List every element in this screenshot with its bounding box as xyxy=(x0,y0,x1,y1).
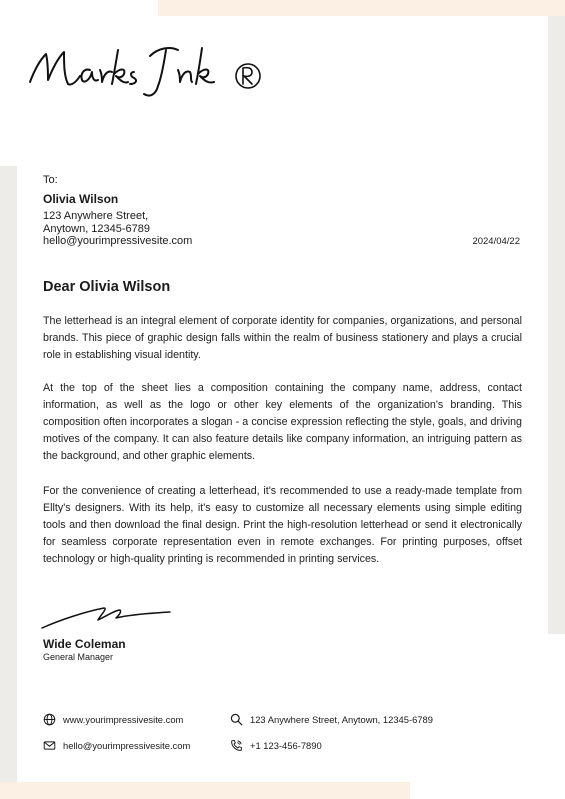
globe-icon xyxy=(43,713,56,726)
footer-phone-text: +1 123-456-7890 xyxy=(250,740,322,751)
body-paragraph: At the top of the sheet lies a composition containing the company name, address, contact information, as well as the logo or other key elements of the organization's branding. This composition often incorporates a slogan - a concise expression reflecting the style, goals, and driving motives of the company. It can also feature details like company information, an intriguing pattern as the background, and other graphic elements. xyxy=(43,382,522,462)
footer-website xyxy=(43,713,183,726)
recipient-address-line1: 123 Anywhere Street, xyxy=(43,210,149,222)
recipient-name: Olivia Wilson xyxy=(43,192,119,206)
signer-title: General Manager xyxy=(43,652,114,662)
decor-band-top xyxy=(158,0,565,16)
decor-band-right xyxy=(548,16,565,634)
footer-email xyxy=(43,739,190,752)
handwritten-signature xyxy=(40,602,172,632)
footer-email-text: hello@yourimpressivesite.com xyxy=(63,740,191,751)
letter-greeting: Dear Olivia Wilson xyxy=(43,279,171,295)
company-logo xyxy=(26,36,276,106)
signer-name: Wide Coleman xyxy=(43,637,126,651)
search-icon xyxy=(230,713,243,726)
decor-band-bottom xyxy=(0,782,410,799)
footer-address xyxy=(230,713,433,726)
letter-date: 2024/04/22 xyxy=(472,236,520,247)
to-label: To: xyxy=(43,174,58,186)
footer-address-text: 123 Anywhere Street, Anytown, 12345-6789 xyxy=(250,714,433,725)
footer-phone xyxy=(230,739,322,752)
recipient-email: hello@yourimpressivesite.com xyxy=(43,235,193,247)
phone-icon xyxy=(230,739,243,752)
body-paragraph: The letterhead is an integral element of corporate identity for companies, organizations, and personal brands. This piece of graphic design falls within the realm of business stationery and plays a crucial role in establishing visual identity. xyxy=(43,315,522,361)
body-paragraph: For the convenience of creating a letterhead, it's recommended to use a ready-made template from Ellty's designers. With its help, it's easy to customize all necessary elements using simple editing tools and then download the final design. Print the high-resolution letterhead or send it electronically for seamless corporate representation even in remote exchanges. For printing purposes, offset technology or high-quality printing is recommended in printing services. xyxy=(43,485,522,565)
mail-icon xyxy=(43,739,56,752)
recipient-address-line2: Anytown, 12345-6789 xyxy=(43,223,151,235)
decor-band-left xyxy=(0,166,17,799)
footer-website-text: www.yourimpressivesite.com xyxy=(63,714,184,725)
